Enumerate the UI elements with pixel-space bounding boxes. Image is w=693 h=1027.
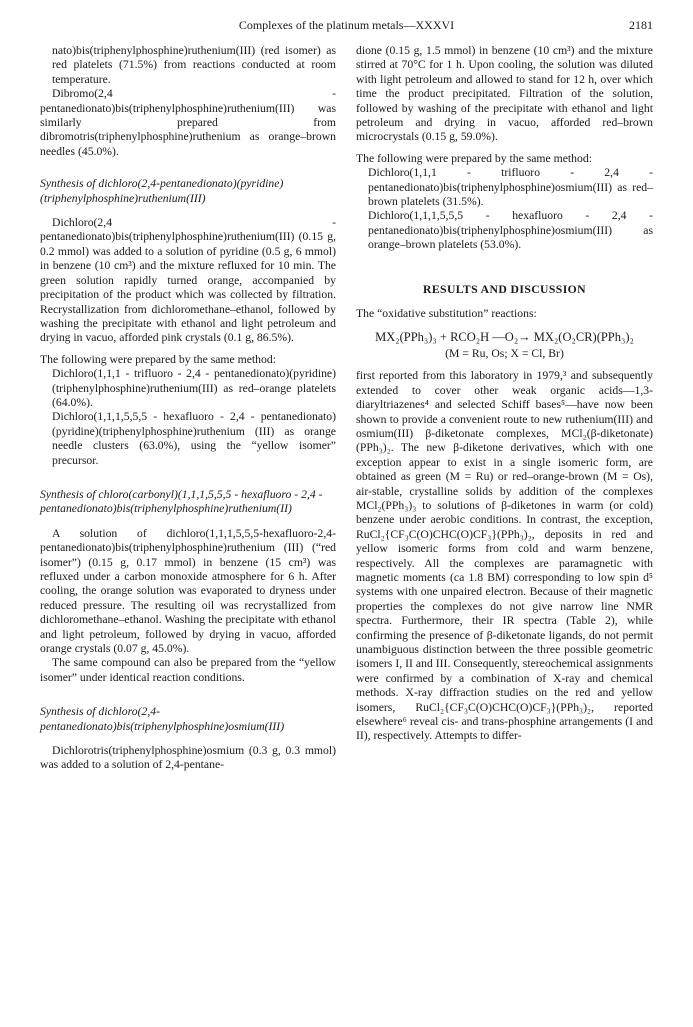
right-column [356, 44, 653, 744]
paragraph: nato)bis(triphenylphosphine)ruthenium(III) (red isomer) as red platelets (71.5%) from reactions conducted at room temperature. [52, 44, 336, 86]
paragraph: Dichloro(1,1,1 - trifluoro - 2,4 - pentanedionato)(pyridine)(triphenylphosphine)ruthenium(III) as red–orange platelets (64.0%). [52, 367, 336, 409]
paragraph: Dichloro(1,1,1,5,5,5 - hexafluoro - 2,4 - pentanedionato)bis(triphenylphosphine)osmium(III) as orange–brown platelets (53.0%). [368, 209, 653, 252]
paragraph: Dichloro(1,1,1 - trifluoro - 2,4 - pentanedionato)bis(triphenylphosphine)osmium(III) as red–brown platelets (31.5%). [368, 166, 653, 209]
paragraph: Dichloro(1,1,1,5,5,5 - hexafluoro - 2,4 - pentanedionato)(pyridine)(triphenylphosphine)ruthenium (III) as orange needle clusters (63.0%), using the “yellow isomer” precursor. [52, 410, 336, 467]
paragraph: Dichloro(2,4 - pentanedionato)bis(triphenylphosphine)ruthenium(III) (0.15 g, 0.2 mmol) was added to a solution of pyridine (0.5 g, 6 mmol) in benzene (10 cm³) and the mixture refluxed for 10 min. The green solution rapidly turned orange, accompanied by precipitation of the product which was collected by filtration. Recrystallization from dichloromethane–ethanol, followed by washing the precipitate with ethanol and light petroleum and drying in vacuo, afforded pink crystals (0.1 g, 86.5%). [40, 216, 336, 345]
results-heading: RESULTS AND DISCUSSION [423, 282, 586, 296]
paragraph: The following were prepared by the same method: [356, 151, 592, 165]
reaction-equation: MX₂(PPh₃)₃ + RCO₂H —O₂→ MX₂(O₂CR)(PPh₃)₂ [375, 329, 634, 344]
paragraph: Dibromo(2,4 - pentanedionato)bis(triphenylphosphine)ruthenium(III) was similarly prepared from dibromotris(triphenylphosphine)ruthenium as orange–brown needles (45.0%). [40, 87, 336, 158]
equation-conditions: (M = Ru, Os; X = Cl, Br) [445, 346, 564, 360]
paragraph: A solution of dichloro(1,1,1,5,5,5-hexafluoro-2,4-pentanedionato)bis(triphenylphosphine)ruthenium (III) (“red isomer”) (0.15 g, 0.17 mmol) in benzene (15 cm³) was refluxed under a carbon monoxide atmosphere for 6 h. After cooling, the orange solution was evaporated to dryness under reduced pressure. The resulting oil was recrystallized from dichloromethane–ethanol. Washing the precipitate with ethanol and light petroleum, followed by drying in vacuo, afforded orange crystals (0.07 g, 45.0%). [40, 526, 336, 656]
page-header [40, 18, 653, 34]
section-heading: Synthesis of dichloro(2,4-pentanedionato)(pyridine)(triphenylphosphine)ruthenium(III) [40, 177, 284, 205]
section-heading: Synthesis of dichloro(2,4-pentanedionato)bis(triphenylphosphine)osmium(III) [40, 705, 285, 733]
paragraph: dione (0.15 g, 1.5 mmol) in benzene (10 cm³) and the mixture stirred at 70°C for 1 h. Upon cooling, the solution was diluted with light petroleum and allowed to stand for 12 h, over which time the product precipitated. Filtration of the solution, followed by washing of the precipitate with ethanol and light petroleum and drying in vacuo, afforded red–brown microcrystals (0.15 g, 59.0%). [356, 44, 653, 144]
left-column [40, 44, 336, 773]
paragraph: The same compound can also be prepared from the “yellow isomer” under identical reaction conditions. [40, 656, 336, 684]
page-number: 2181 [629, 18, 653, 32]
running-title: Complexes of the platinum metals—XXXVI [238, 18, 455, 32]
paragraph: first reported from this laboratory in 1979,³ and subsequently extended to cover other weak organic acids—1,3-diaryltriazenes⁴ and selected Schiff bases⁵—have now been shown to provide a convenient route to new ruthenium(III) and osmium(III) β-diketonate complexes, MCl₂(β-diketonate)(PPh₃)₂. The new β-diketone derivatives, which with one exception appear to exist in a single isomeric form, are obtained as green (M = Ru) or red–orange-brown (M = Os), air-stable, crystalline solids by addition of the complexes MCl₂(PPh₃)₃ to solutions of β-diketones in warm (or cold) benzene under aerobic conditions. In contrast, the exception, RuCl₂{CF₃C(O)CHC(O)CF₃}(PPh₃)₂, deposits in red and yellow isomeric forms from cold and warm benzene, respectively. All the complexes are paramagnetic with magnetic moments (ca 1.8 BM) corresponding to low spin d⁵ systems with one unpaired electron. Because of their magnetic properties the complexes do not give narrow line NMR spectra. Furthermore, their IR spectra (Table 2), while confirming the presence of β-diketonate ligands, do not permit unambiguous distinction between the three possible geometric isomers I, II and III. Consequently, stereochemical assignments were confirmed by a combination of X-ray and chemical methods. X-ray diffraction studies on the red and yellow isomers, RuCl₂{CF₃C(O)CHC(O)CF₃}(PPh₃)₂, reported elsewhere⁶ reveal cis- and trans-phosphine arrangements (I and II), respectively. Attempts to differ- [356, 369, 653, 743]
paragraph: Dichlorotris(triphenylphosphine)osmium (0.3 g, 0.3 mmol) was added to a solution of 2,4-pentane- [40, 744, 336, 772]
paragraph: The “oxidative substitution” reactions: [356, 307, 537, 321]
paragraph: The following were prepared by the same method: [40, 352, 276, 366]
section-heading: Synthesis of chloro(carbonyl)(1,1,1,5,5,5 - hexafluoro - 2,4 - pentanedionato)bis(triphenylphosphine)ruthenium(II) [40, 487, 323, 516]
